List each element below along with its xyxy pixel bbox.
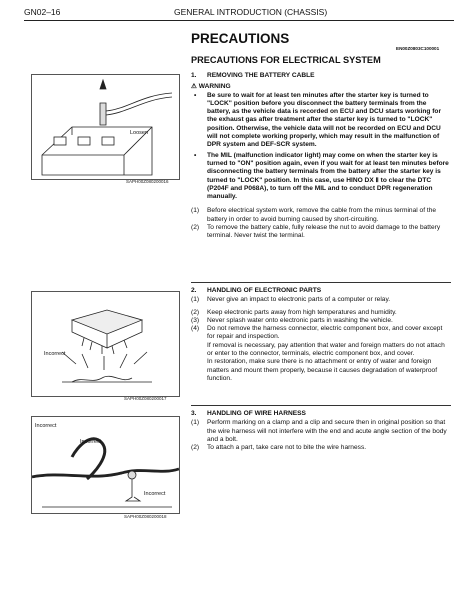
list-item: (4) Do not remove the harness connector, electric component box, and cover except for repair and inspection. xyxy=(191,325,443,341)
list-item-continuation: In restoration, make sure there is no attachment or entry of water and foreign matters and mount them properly, because it causes degradation of waterproof function. xyxy=(207,358,438,382)
figure-caption: SAPH00Z080200018 xyxy=(124,514,167,519)
warning-bullet: • The MIL (malfunction indicator light) may come on when the starter key is turned to "ON" position again, even if you wait for at least ten minutes before disconnecting the battery terminals from the battery after the starter key is turned to "LOCK" position. In this case, use HINO DX Ⅱ to clear the DTC (P204F and P068A), to turn off the MIL and to conduct DPR regeneration manually. xyxy=(194,151,449,201)
section-electronic-parts xyxy=(191,287,451,383)
list-item: (1) Before electrical system work, remove the cable from the minus terminal of the battery in order to avoid burning caused by short-circuiting. xyxy=(191,207,437,223)
page-code: GN02–16 xyxy=(24,7,61,17)
list-item: (3) Never splash water onto electronic parts in washing the vehicle. xyxy=(191,316,393,324)
label-incorrect: Incorrect xyxy=(35,423,57,429)
wire-harness-illustration xyxy=(32,417,179,513)
header-rule xyxy=(24,20,454,21)
section-heading: 3. HANDLING OF WIRE HARNESS xyxy=(191,410,306,417)
battery-illustration xyxy=(32,75,179,179)
warning-bullet: • Be sure to wait for at least ten minutes after the starter key is turned to "LOCK" position before you disconnect the battery terminals from the battery, as the vehicle data is recorded on ECU and DCU starts working for the exhaust gas after treatment after the starter key is turned to "LOCK" position. Otherwise, the vehicle data will not be recorded on ECU and DCU will not complete working properly, which may result in the malfunction of DPR system and DEF-SCR system. xyxy=(194,91,442,149)
list-item: (1) Never give an impact to electronic parts of a computer or relay. xyxy=(191,296,391,304)
section-heading: 2. HANDLING OF ELECTRONIC PARTS xyxy=(191,287,322,294)
list-item: (2) To remove the battery cable, fully release the nut to avoid damage to the battery terminal. Never twist the terminal. xyxy=(191,224,441,240)
warning-heading: ⚠ WARNING xyxy=(191,83,231,91)
section-heading: 1. REMOVING THE BATTERY CABLE xyxy=(191,72,315,79)
label-incorrect: Incorrect xyxy=(80,439,102,445)
figure-wire-harness xyxy=(31,416,180,514)
list-item: (2) To attach a part, take care not to bite the wire harness. xyxy=(191,444,367,452)
label-incorrect: Incorrect xyxy=(44,351,66,357)
list-item-continuation: If removal is necessary, pay attention that water and foreign matters do not attach or enter to the connector, terminals, electric component box, and cover. xyxy=(207,341,445,358)
section-wire-harness xyxy=(191,410,451,452)
label-loosen: Loosen xyxy=(130,130,149,136)
label-incorrect: Incorrect xyxy=(144,491,166,497)
page-title: PRECAUTIONS xyxy=(191,31,290,46)
header-title: GENERAL INTRODUCTION (CHASSIS) xyxy=(174,7,328,17)
section-subtitle: PRECAUTIONS FOR ELECTRICAL SYSTEM xyxy=(191,55,381,65)
warning-icon: ⚠ xyxy=(191,83,197,91)
list-item: (1) Perform marking on a clamp and a clip and secure then in original position so that the wire harness will not interfere with the end and acute angle section of the body and a bolt. xyxy=(191,419,447,443)
section-battery xyxy=(191,72,451,241)
page-header xyxy=(24,7,454,19)
figure-caption: SAPH00Z080200017 xyxy=(124,396,167,401)
figure-battery xyxy=(31,74,180,180)
figure-electronic-parts xyxy=(31,291,180,397)
electronic-parts-illustration xyxy=(32,292,179,396)
doc-id: EN00Z0803C100001 xyxy=(396,46,440,51)
figure-caption: SAPH00Z080200016 xyxy=(126,179,169,184)
section-divider xyxy=(191,405,451,406)
section-divider xyxy=(191,282,451,283)
list-item: (2) Keep electronic parts away from high temperatures and humidity. xyxy=(191,308,397,316)
